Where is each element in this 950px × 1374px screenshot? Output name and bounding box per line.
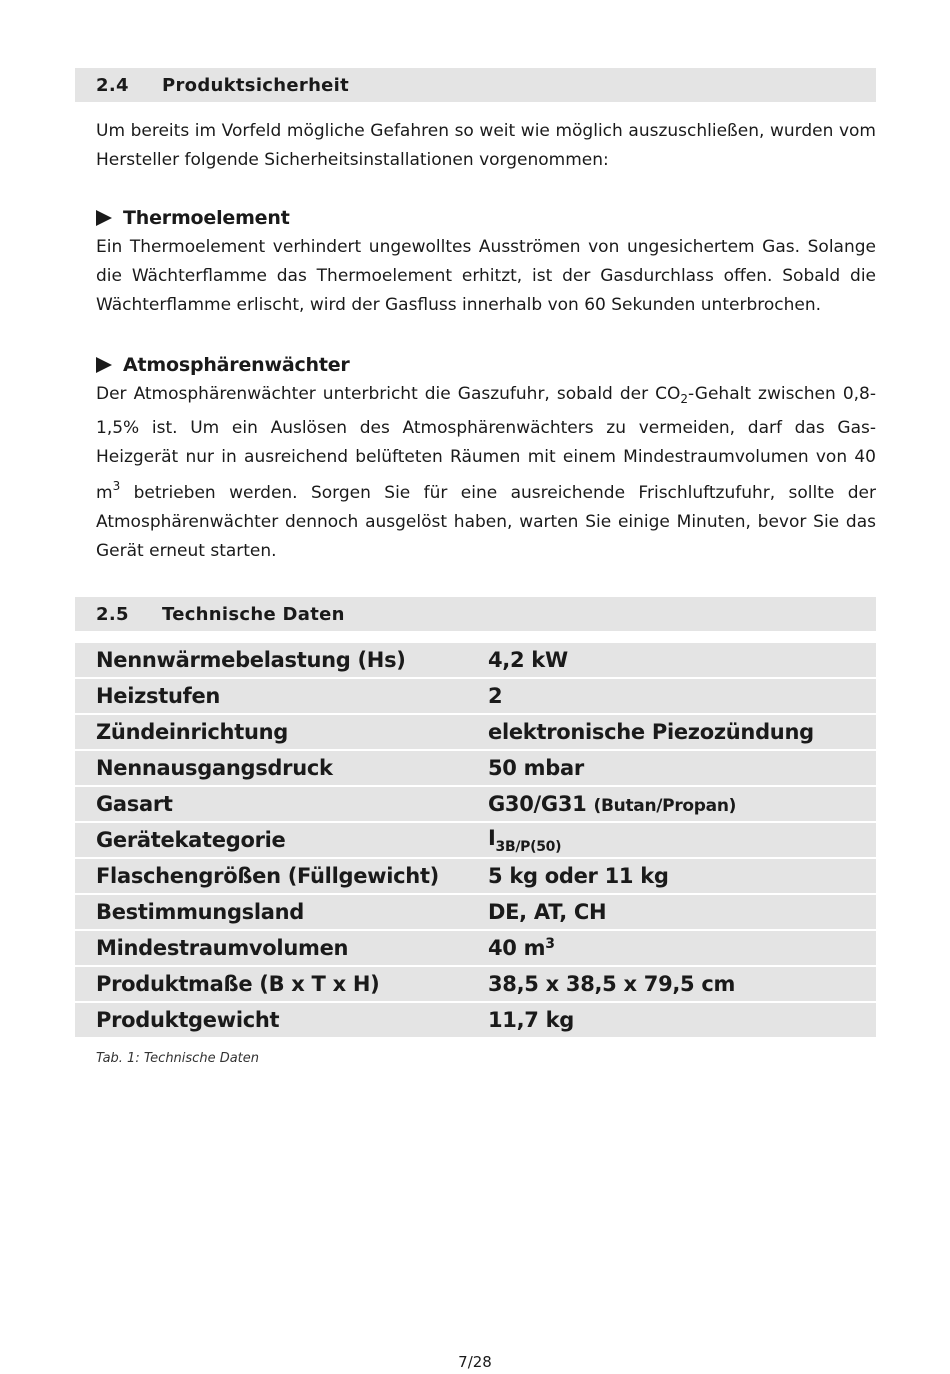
atmo-text-c: betrieben werden. Sorgen Sie für eine ausreichende Frischluftzufuhr, sollte der Atmosphärenwächter dennoch ausgelöst haben, warten Sie einige Minuten, bevor Sie das Gerät erneut starten. (96, 483, 876, 561)
section-title: Technische Daten (162, 603, 345, 625)
subheading-text: Atmosphärenwächter (123, 354, 350, 376)
table-key: Heizstufen (75, 679, 467, 713)
table-key: Produktgewicht (75, 1003, 467, 1037)
table-key: Mindestraumvolumen (75, 931, 467, 965)
section-header-technische-daten (75, 597, 876, 631)
section-title: Produktsicherheit (162, 74, 350, 96)
table-key: Nennwärmebelastung (Hs) (75, 643, 467, 677)
table-value-extra: (Butan/Propan) (593, 796, 737, 816)
table-row (75, 1003, 876, 1037)
subheading-atmosphaerenwaechter (75, 350, 876, 380)
table-row (75, 895, 876, 929)
table-value: 2 (467, 679, 876, 713)
table-row (75, 679, 876, 713)
table-value: 38,5 x 38,5 x 79,5 cm (467, 967, 876, 1001)
table-value: I (488, 825, 496, 850)
atmo-text-b: -Gehalt zwischen 0,8-1,5% ist. Um ein Auslösen des Atmosphärenwächters zu vermeiden, darf das Gas-Heizgerät nur in ausreichend belüfteten Räumen mit einem Mindestraumvolumen von 40 m (96, 384, 876, 503)
table-value: G30/G31 (488, 792, 587, 816)
intro-paragraph: Um bereits im Vorfeld mögliche Gefahren so weit wie möglich auszuschließen, wurden vom Hersteller folgende Sicherheitsinstallationen vorgenommen: (96, 121, 876, 170)
section-number: 2.5 (96, 603, 129, 625)
triangle-bullet-icon (96, 357, 112, 373)
page-content (75, 68, 876, 1066)
table-value: DE, AT, CH (467, 895, 876, 929)
table-key: Gerätekategorie (75, 823, 467, 857)
m3-superscript: 3 (112, 479, 121, 493)
co2-subscript: 2 (680, 392, 689, 406)
table-row (75, 859, 876, 893)
page-number: 7/28 (458, 1353, 492, 1371)
thermoelement-paragraph: Ein Thermoelement verhindert ungewolltes Ausströmen von ungesichertem Gas. Solange die Wächterflamme das Thermoelement erhitzt, ist der Gasdurchlass offen. Sobald die Wächterflamme erlischt, wird der Gasfluss innerhalb von 60 Sekunden unterbrochen. (96, 237, 876, 315)
table-row (75, 643, 876, 677)
table-row (75, 715, 876, 749)
technical-data-table (75, 641, 876, 1039)
section-header-produktsicherheit (75, 68, 876, 102)
table-key: Produktmaße (B x T x H) (75, 967, 467, 1001)
table-row (75, 823, 876, 857)
table-row (75, 787, 876, 821)
table-caption: Tab. 1: Technische Daten (96, 1051, 260, 1066)
table-value: elektronische Piezozündung (467, 715, 876, 749)
table-value: 4,2 kW (467, 643, 876, 677)
subheading-thermoelement (75, 203, 876, 233)
table-key: Nennausgangsdruck (75, 751, 467, 785)
table-key: Bestimmungsland (75, 895, 467, 929)
section-number: 2.4 (96, 74, 129, 96)
table-value-cell (467, 931, 876, 965)
category-subscript: 3B/P(50) (495, 838, 562, 855)
table-value-cell (467, 787, 876, 821)
table-key: Flaschengrößen (Füllgewicht) (75, 859, 467, 893)
triangle-bullet-icon (96, 210, 112, 226)
table-value: 50 mbar (467, 751, 876, 785)
table-value-cell (467, 823, 876, 857)
table-key: Gasart (75, 787, 467, 821)
atmosphaerenwaechter-paragraph (75, 380, 876, 566)
table-key: Zündeinrichtung (75, 715, 467, 749)
table-row (75, 931, 876, 965)
table-value: 5 kg oder 11 kg (467, 859, 876, 893)
table-row (75, 751, 876, 785)
table-value: 11,7 kg (467, 1003, 876, 1037)
subheading-text: Thermoelement (123, 207, 290, 229)
atmo-text-a: Der Atmosphärenwächter unterbricht die Gaszufuhr, sobald der CO (96, 384, 681, 404)
table-value: 40 m (488, 936, 546, 960)
m3-superscript: 3 (545, 936, 555, 952)
table-row (75, 967, 876, 1001)
